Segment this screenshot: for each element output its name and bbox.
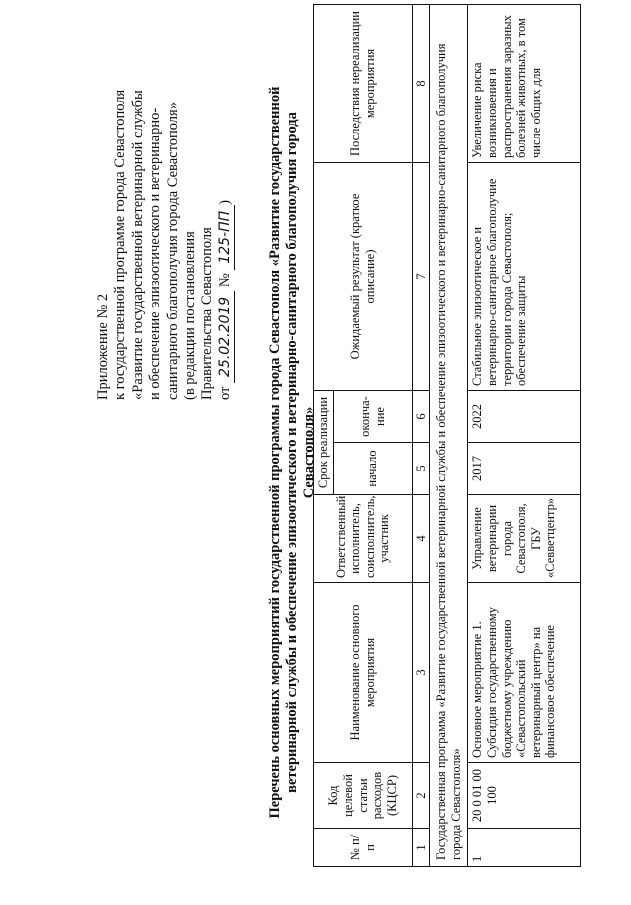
table-row	[468, 4, 581, 866]
row-name: Основное мероприятие 1. Субсидия государственному бюджетному учреждению «Севастопольский ветеринарный центр» на финансовое обеспечение	[468, 583, 581, 763]
handwritten-date: 25.02.2019	[217, 291, 235, 383]
header-consequences: Последствия нереализации мероприятия	[314, 4, 413, 162]
program-row	[430, 4, 468, 866]
appendix-line: и обеспечение эпизоотического и ветеринарно-	[147, 107, 164, 400]
title-line: Севастополя»	[301, 406, 318, 499]
number-suffix: )	[216, 200, 233, 205]
program-title-cell: Государственная программа «Развитие государственной ветеринарной службы и обеспечение эпизоотического и ветеринарно-санитарного благополучия города Севастополя»	[430, 4, 468, 866]
header-start: начало	[333, 443, 412, 495]
header-code: Код целевой статьи расходов (КЦСР)	[314, 763, 413, 829]
measures-table	[313, 4, 581, 867]
title-line: ветеринарной службы и обеспечение эпизоотического и ветеринарно-санитарного благополучия города	[284, 112, 301, 793]
row-consequences: Увеличение риска возникновения и распространения заразных болезней животных, в том числе общих для	[468, 4, 581, 162]
appendix-line: «Развитие государственной ветеринарной службы	[129, 90, 146, 400]
title-line: Перечень основных мероприятий государственной программы города Севастополя «Развитие государственной	[267, 86, 283, 819]
appendix-line: Правительства Севастополя	[199, 227, 216, 400]
header-result: Ожидаемый результат (краткое описание)	[314, 162, 413, 390]
appendix-line: санитарного благополучия города Севастополя»	[164, 102, 181, 400]
column-number: 4	[412, 495, 430, 583]
column-number: 7	[412, 162, 430, 390]
header-no: № п/п	[314, 829, 413, 867]
column-number: 2	[412, 763, 430, 829]
document-title	[267, 0, 319, 905]
appendix-date-line	[217, 10, 235, 400]
row-end: 2022	[468, 390, 581, 442]
column-number: 8	[412, 4, 430, 162]
appendix-line: Приложение № 2	[95, 293, 111, 400]
row-executor: Управление ветеринарии города Севастополя, ГБУ «Севветцентр»	[468, 495, 581, 583]
column-number: 1	[412, 829, 430, 867]
column-number: 3	[412, 583, 430, 763]
header-name: Наименование основного мероприятия	[314, 583, 413, 763]
date-prefix: от	[216, 386, 233, 400]
appendix-line: к государственной программе города Севастополя	[112, 89, 129, 400]
header-end: оконча-ние	[333, 390, 412, 442]
header-executor: Ответственный исполнитель, соисполнитель, участник	[314, 495, 413, 583]
header-period: Срок реализации	[314, 390, 334, 494]
column-number: 5	[412, 443, 430, 495]
column-number: 6	[412, 390, 430, 442]
header-row	[314, 4, 334, 866]
handwritten-number: 125-ПП	[217, 205, 235, 270]
row-no: 1	[468, 829, 581, 867]
number-prefix: №	[216, 273, 233, 288]
appendix-line: (в редакции постановления	[182, 231, 199, 400]
row-start: 2017	[468, 443, 581, 495]
row-code: 20 0 01 00 100	[468, 763, 581, 829]
appendix-block	[95, 10, 235, 400]
row-result: Стабильное эпизоотическое и ветеринарно-санитарное благополучие территории города Севастополя; обеспечение защиты	[468, 162, 581, 390]
column-number-row	[412, 4, 430, 866]
